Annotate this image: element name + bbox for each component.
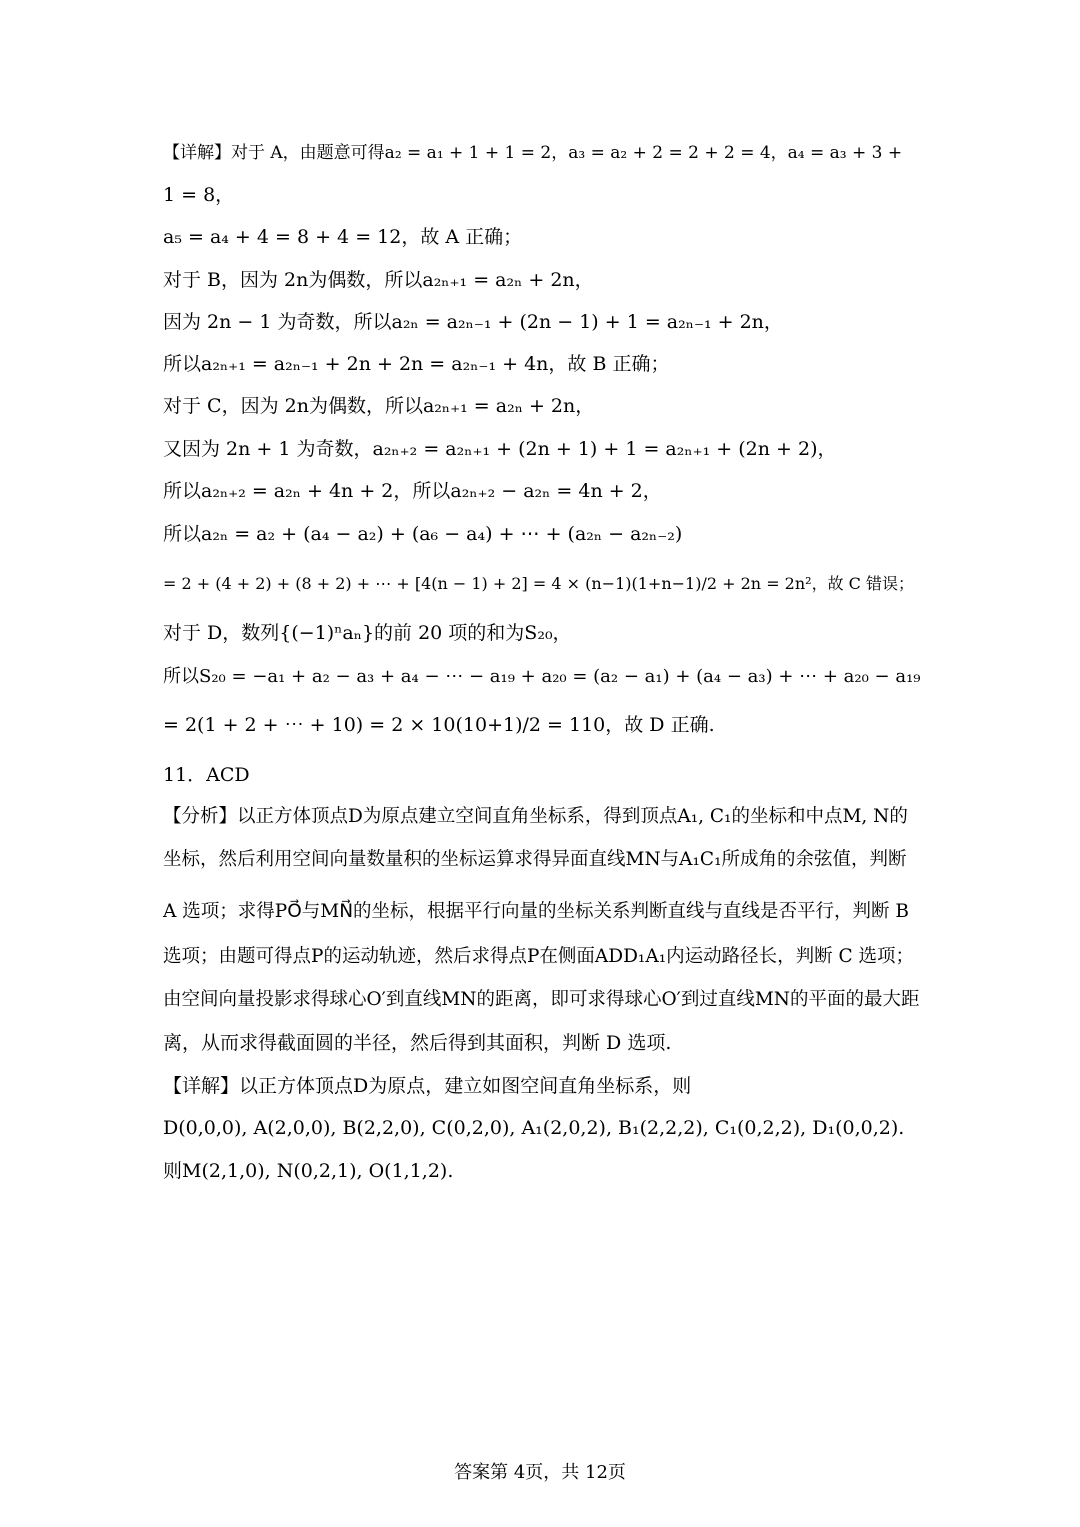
text-line: 1 = 8，	[163, 184, 235, 206]
text-line: 【详解】对于 A，由题意可得a₂ = a₁ + 1 + 1 = 2，a₃ = a₂ + 2 = 2 + 2 = 4，a₄ = a₃ + 3 +	[163, 143, 903, 163]
text-line: A 选项；求得PO⃗与MN⃗的坐标，根据平行向量的坐标关系判断直线与直线是否平行，判断 B	[163, 901, 910, 922]
text-line: 对于 C，因为 2n为偶数，所以a₂ₙ₊₁ = a₂ₙ + 2n，	[163, 395, 595, 417]
text-line: 所以a₂ₙ = a₂ + (a₄ − a₂) + (a₆ − a₄) + ⋯ + (a₂ₙ − a₂ₙ₋₂)	[163, 523, 683, 545]
text-line: 【分析】以正方体顶点D为原点建立空间直角坐标系，得到顶点A₁, C₁的坐标和中点M, N的	[163, 806, 908, 827]
text-line: = 2(1 + 2 + ⋯ + 10) = 2 × 10(10+1)/2 = 110，故 D 正确.	[163, 714, 715, 736]
text-line: 选项；由题可得点P的运动轨迹，然后求得点P在侧面ADD₁A₁内运动路径长，判断 C 选项；	[163, 946, 915, 967]
text-line: 坐标，然后利用空间向量数量积的坐标运算求得异面直线MN与A₁C₁所成角的余弦值，判断	[163, 849, 907, 870]
text-line: a₅ = a₄ + 4 = 8 + 4 = 12，故 A 正确；	[163, 226, 523, 248]
text-line: 【详解】以正方体顶点D为原点，建立如图空间直角坐标系，则	[163, 1075, 692, 1097]
text-line: 由空间向量投影求得球心O′到直线MN的距离，即可求得球心O′到过直线MN的平面的最大距	[163, 989, 920, 1010]
text-line: 则M(2,1,0), N(0,2,1), O(1,1,2).	[163, 1160, 454, 1182]
text-line: D(0,0,0), A(2,0,0), B(2,2,0), C(0,2,0), A₁(2,0,2), B₁(2,2,2), C₁(0,2,2), D₁(0,0,2).	[163, 1117, 905, 1139]
text-line: 所以a₂ₙ₊₁ = a₂ₙ₋₁ + 2n + 2n = a₂ₙ₋₁ + 4n，故 B 正确；	[163, 353, 670, 375]
text-line: 11．ACD	[163, 764, 250, 786]
page-footer: 答案第 4页，共 12页	[454, 1462, 626, 1483]
text-line: 对于 B，因为 2n为偶数，所以a₂ₙ₊₁ = a₂ₙ + 2n，	[163, 269, 594, 291]
text-line: 对于 D，数列{(−1)ⁿaₙ}的前 20 项的和为S₂₀，	[163, 622, 572, 644]
text-line: = 2 + (4 + 2) + (8 + 2) + ⋯ + [4(n − 1) + 2] = 4 × (n−1)(1+n−1)/2 + 2n = 2n²，故 C 错误；	[163, 574, 914, 593]
text-line: 离，从而求得截面圆的半径，然后得到其面积，判断 D 选项.	[163, 1032, 672, 1054]
text-line: 又因为 2n + 1 为奇数，a₂ₙ₊₂ = a₂ₙ₊₁ + (2n + 1) + 1 = a₂ₙ₊₁ + (2n + 2)，	[163, 438, 837, 460]
text-line: 因为 2n − 1 为奇数，所以a₂ₙ = a₂ₙ₋₁ + (2n − 1) + 1 = a₂ₙ₋₁ + 2n，	[163, 311, 783, 333]
text-line: 所以a₂ₙ₊₂ = a₂ₙ + 4n + 2，所以a₂ₙ₊₂ − a₂ₙ = 4n + 2，	[163, 480, 662, 502]
text-line: 所以S₂₀ = −a₁ + a₂ − a₃ + a₄ − ⋯ − a₁₉ + a₂₀ = (a₂ − a₁) + (a₄ − a₃) + ⋯ + a₂₀ − a₁₉	[163, 666, 921, 687]
